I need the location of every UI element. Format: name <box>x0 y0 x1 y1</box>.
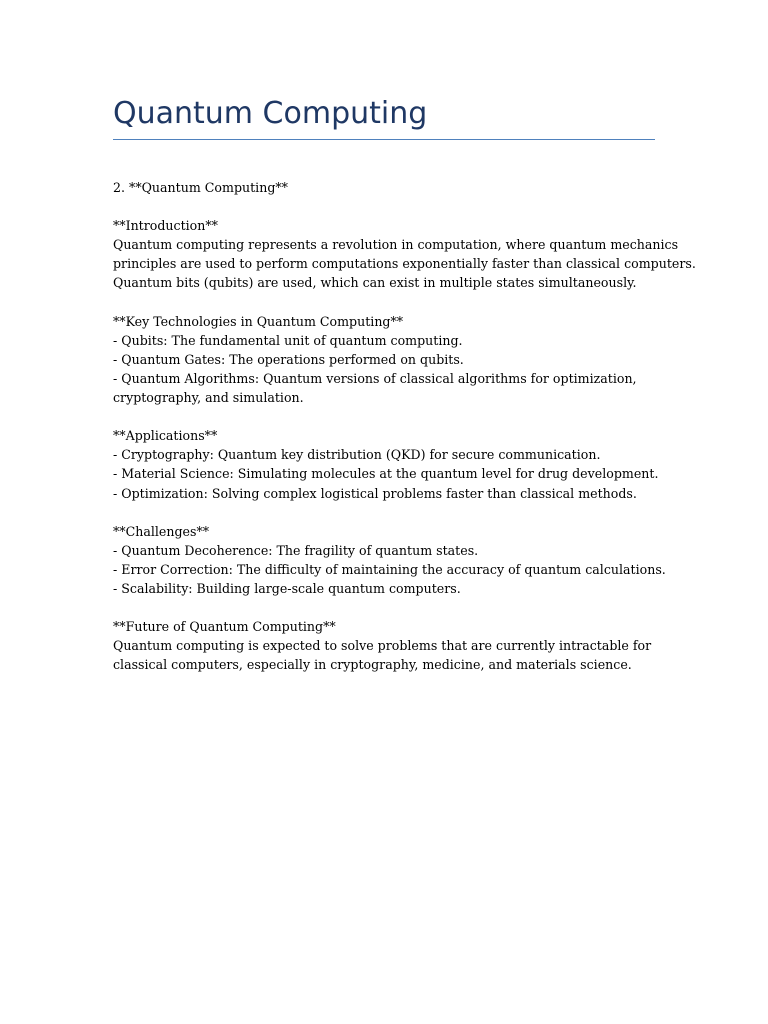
key-technologies-item: - Qubits: The fundamental unit of quantum computing. <box>113 332 463 348</box>
challenges-item: - Error Correction: The difficulty of maintaining the accuracy of quantum calculations. <box>113 561 666 577</box>
paragraph-gap <box>113 598 655 617</box>
future-line: Quantum computing is expected to solve problems that are currently intractable for <box>113 638 652 654</box>
key-technologies-item: cryptography, and simulation. <box>113 390 304 406</box>
paragraph-gap <box>113 293 655 312</box>
introduction-line: Quantum bits (qubits) are used, which can exist in multiple states simultaneously. <box>113 275 637 291</box>
applications-item: - Cryptography: Quantum key distribution (QKD) for secure communication. <box>113 447 601 463</box>
introduction-line: principles are used to perform computations exponentially faster than classical computers. <box>113 256 696 272</box>
document-title: Quantum Computing <box>113 96 428 131</box>
key-technologies-item: - Quantum Algorithms: Quantum versions of classical algorithms for optimization, <box>113 370 637 386</box>
key-technologies-item: - Quantum Gates: The operations performed on qubits. <box>113 351 464 367</box>
paragraph-gap <box>113 503 655 522</box>
paragraph-gap <box>113 407 655 426</box>
challenges-item: - Quantum Decoherence: The fragility of quantum states. <box>113 542 479 558</box>
applications-item: - Optimization: Solving complex logistical problems faster than classical methods. <box>113 485 637 501</box>
future-line: classical computers, especially in cryptography, medicine, and materials science. <box>113 657 632 673</box>
introduction-heading: **Introduction** <box>113 218 218 234</box>
introduction-line: Quantum computing represents a revolution in computation, where quantum mechanics <box>113 237 679 253</box>
key-technologies-heading: **Key Technologies in Quantum Computing** <box>113 313 404 329</box>
applications-heading: **Applications** <box>113 428 218 444</box>
future-heading: **Future of Quantum Computing** <box>113 619 336 635</box>
paragraph-gap <box>113 197 655 216</box>
title-underline <box>113 139 655 140</box>
applications-item: - Material Science: Simulating molecules at the quantum level for drug development. <box>113 466 659 482</box>
section-number-heading: 2. **Quantum Computing** <box>113 180 288 195</box>
document-body <box>113 178 696 674</box>
challenges-item: - Scalability: Building large-scale quantum computers. <box>113 580 461 596</box>
challenges-heading: **Challenges** <box>113 523 210 539</box>
